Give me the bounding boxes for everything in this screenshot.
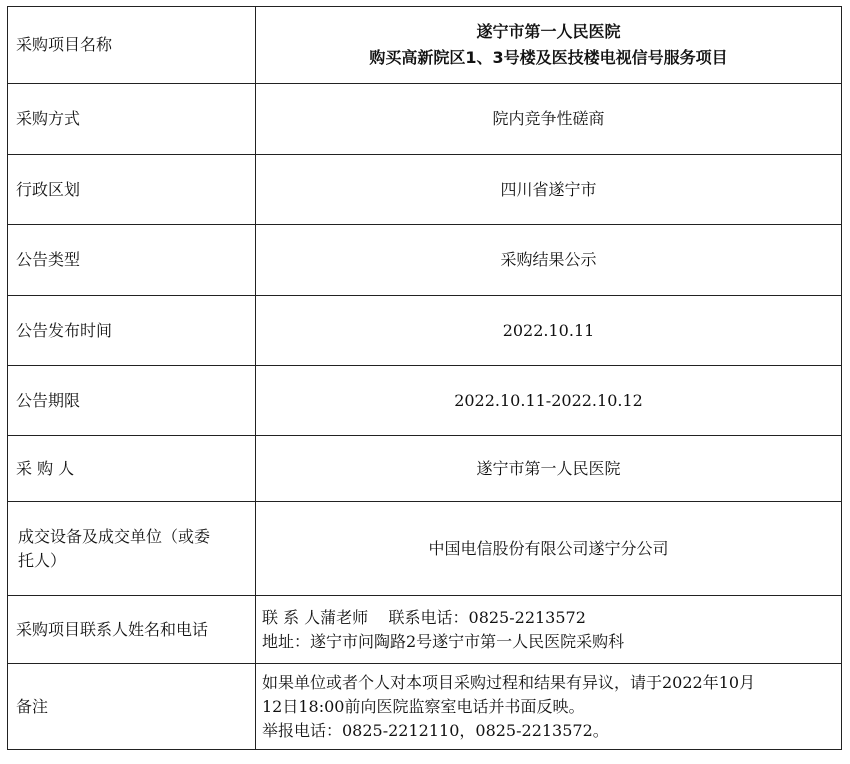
notice-type-label: 公告类型	[8, 225, 256, 296]
purchaser-value: 遂宁市第一人民医院	[256, 436, 842, 502]
purchaser-label: 采 购 人	[8, 436, 256, 502]
winner-label-line1: 成交设备及成交单位（或委	[18, 526, 211, 546]
publish-time-value: 2022.10.11	[256, 296, 842, 366]
row-notice-type	[8, 225, 842, 296]
row-contact	[8, 596, 842, 664]
method-label: 采购方式	[8, 84, 256, 155]
row-project-name	[8, 7, 842, 84]
contact-address: 地址：遂宁市问陶路2号遂宁市第一人民医院采购科	[262, 631, 625, 651]
winner-label-line2: 托人）	[18, 550, 67, 570]
project-name-value	[256, 7, 842, 84]
region-value: 四川省遂宁市	[256, 155, 842, 225]
remarks-line1: 如果单位或者个人对本项目采购过程和结果有异议，请于2022年10月	[262, 672, 756, 692]
publish-time-label: 公告发布时间	[8, 296, 256, 366]
notice-type-value: 采购结果公示	[256, 225, 842, 296]
method-value: 院内竞争性磋商	[256, 84, 842, 155]
procurement-info-table	[7, 6, 842, 750]
period-value: 2022.10.11-2022.10.12	[256, 366, 842, 436]
remarks-line2: 12日18:00前向医院监察室电话并书面反映。	[262, 696, 585, 716]
row-method	[8, 84, 842, 155]
region-label: 行政区划	[8, 155, 256, 225]
contact-label: 采购项目联系人姓名和电话	[8, 596, 256, 664]
contact-value	[256, 596, 842, 664]
winner-value: 中国电信股份有限公司遂宁分公司	[256, 502, 842, 596]
remarks-value	[256, 664, 842, 750]
row-winner	[8, 502, 842, 596]
remarks-line3: 举报电话：0825-2212110，0825-2213572。	[262, 720, 609, 740]
project-name-label: 采购项目名称	[8, 7, 256, 84]
row-purchaser	[8, 436, 842, 502]
row-publish-time	[8, 296, 842, 366]
project-name-line1: 遂宁市第一人民医院	[476, 22, 621, 41]
winner-label	[8, 502, 256, 596]
row-region	[8, 155, 842, 225]
period-label: 公告期限	[8, 366, 256, 436]
remarks-label: 备注	[8, 664, 256, 750]
project-name-line2: 购买高新院区1、3号楼及医技楼电视信号服务项目	[369, 48, 728, 67]
row-remarks	[8, 664, 842, 750]
row-period	[8, 366, 842, 436]
contact-line1: 联 系 人蒲老师 联系电话：0825-2213572	[262, 607, 586, 627]
